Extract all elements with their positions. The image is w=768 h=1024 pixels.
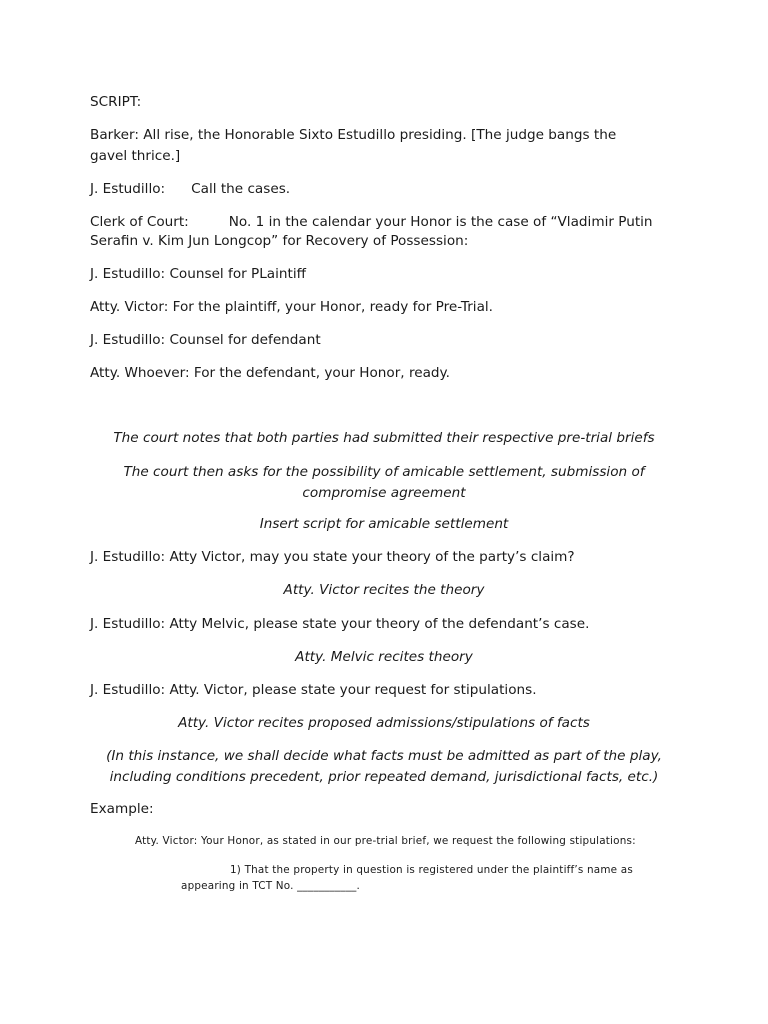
example-line: Atty. Victor: Your Honor, as stated in our pre-trial brief, we request the following stipulations: bbox=[135, 835, 636, 847]
call-speaker: J. Estudillo: bbox=[90, 181, 166, 197]
note-briefs: The court notes that both parties had submitted their respective pre-trial briefs bbox=[113, 430, 655, 446]
whoever-ready-line: Atty. Whoever: For the defendant, your Honor, ready. bbox=[90, 365, 450, 381]
clerk-speaker: Clerk of Court: bbox=[90, 214, 189, 230]
example-label: Example: bbox=[90, 801, 154, 817]
note-insert-script: Insert script for amicable settlement bbox=[259, 516, 509, 532]
stipulation-1-line-2: appearing in TCT No. ___________. bbox=[181, 880, 360, 892]
ask-victor-theory: J. Estudillo: Atty Victor, may you state your theory of the party’s claim? bbox=[90, 549, 575, 565]
victor-recites-theory: Atty. Victor recites the theory bbox=[283, 582, 485, 598]
counsel-plaintiff-line: J. Estudillo: Counsel for PLaintiff bbox=[90, 266, 307, 282]
melvic-recites-theory: Atty. Melvic recites theory bbox=[295, 649, 473, 665]
ask-melvic-theory: J. Estudillo: Atty Melvic, please state your theory of the defendant’s case. bbox=[90, 616, 590, 632]
clerk-line bbox=[90, 212, 653, 233]
call-cases-line bbox=[90, 179, 290, 200]
stipulation-1-line-1: 1) That the property in question is registered under the plaintiff’s name as bbox=[230, 864, 633, 876]
note-amicable: The court then asks for the possibility of amicable settlement, submission of compromise agreement bbox=[123, 464, 645, 501]
counsel-defendant-line: J. Estudillo: Counsel for defendant bbox=[90, 332, 321, 348]
ask-stipulations: J. Estudillo: Atty. Victor, please state your request for stipulations. bbox=[90, 682, 537, 698]
barker-line: Barker: All rise, the Honorable Sixto Estudillo presiding. [The judge bangs the gavel thrice.] bbox=[90, 127, 617, 164]
victor-recites-stipulations: Atty. Victor recites proposed admissions/stipulations of facts bbox=[178, 715, 590, 731]
victor-ready-line: Atty. Victor: For the plaintiff, your Honor, ready for Pre-Trial. bbox=[90, 299, 493, 315]
clerk-text-1: No. 1 in the calendar your Honor is the case of “Vladimir Putin bbox=[228, 214, 653, 230]
script-heading: SCRIPT: bbox=[90, 94, 142, 110]
call-text: Call the cases. bbox=[191, 181, 291, 197]
clerk-line-2: Serafin v. Kim Jun Longcop” for Recovery of Possession: bbox=[90, 233, 469, 249]
instance-note: (In this instance, we shall decide what facts must be admitted as part of the play, including conditions precedent, prior repeated demand, jurisdictional facts, etc.) bbox=[106, 748, 662, 785]
